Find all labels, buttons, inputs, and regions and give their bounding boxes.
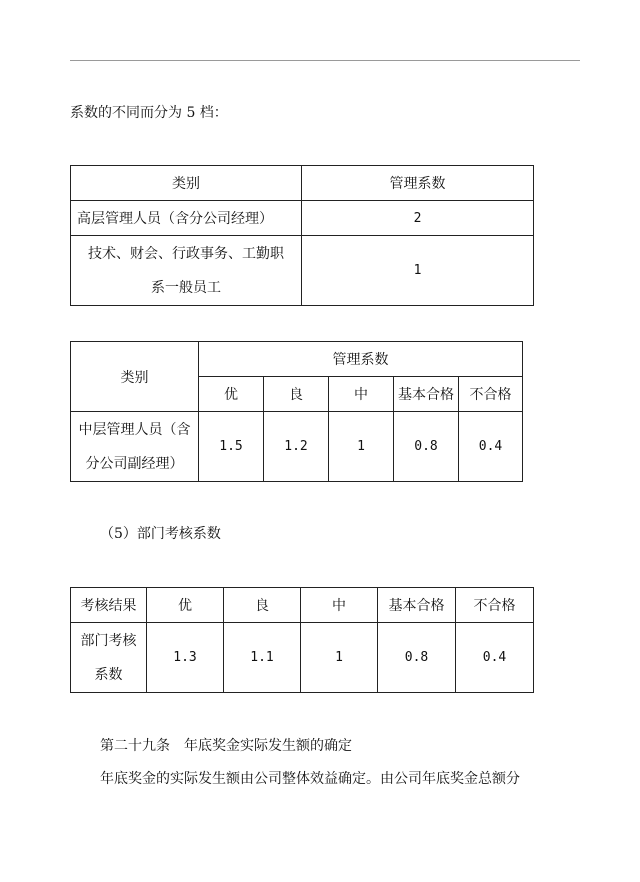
row-category [71,236,302,306]
category-line: 系一般员工 [151,279,221,296]
value-fail: 0.4 [459,412,523,482]
label-line: 系数 [94,666,123,683]
grade-fail: 不合格 [456,588,534,623]
value-good: 1.1 [224,623,301,693]
table-header-row [71,342,523,377]
category-line: 中层管理人员（含 [78,421,191,438]
header-category: 类别 [71,166,302,201]
row-value: 1 [302,236,534,306]
table-row [71,236,534,306]
header-coefficient-group: 管理系数 [199,342,523,377]
label-line: 部门考核 [80,632,137,649]
value-good: 1.2 [264,412,329,482]
table-header-row [71,588,534,623]
value-basic-pass: 0.8 [394,412,459,482]
header-category: 类别 [71,342,199,412]
table-row [71,623,534,693]
value-excellent: 1.3 [147,623,224,693]
row-category [71,412,199,482]
article-body: 年底奖金的实际发生额由公司整体效益确定。由公司年底奖金总额分 [100,771,520,787]
section-heading: （5）部门考核系数 [100,526,221,542]
grade-good: 良 [224,588,301,623]
middle-management-table [70,341,523,482]
department-coefficient-table [70,587,534,693]
table-row [71,412,523,482]
value-medium: 1 [329,412,394,482]
grade-excellent: 优 [147,588,224,623]
value-basic-pass: 0.8 [378,623,456,693]
header-coefficient: 管理系数 [302,166,534,201]
article-title: 第二十九条 年底奖金实际发生额的确定 [100,738,352,754]
management-coefficient-table [70,165,534,306]
table-row [71,201,534,236]
grade-medium: 中 [301,588,378,623]
value-medium: 1 [301,623,378,693]
row-value: 2 [302,201,534,236]
header-rule [70,60,580,61]
row-label [71,623,147,693]
header-result: 考核结果 [71,588,147,623]
grade-good: 良 [264,377,329,412]
category-line: 分公司副经理） [85,455,184,472]
category-line: 技术、财会、行政事务、工勤职 [88,245,284,262]
grade-basic-pass: 基本合格 [394,377,459,412]
value-excellent: 1.5 [199,412,264,482]
grade-basic-pass: 基本合格 [378,588,456,623]
table-header-row [71,166,534,201]
intro-text: 系数的不同而分为 5 档： [70,105,228,121]
grade-medium: 中 [329,377,394,412]
value-fail: 0.4 [456,623,534,693]
grade-excellent: 优 [199,377,264,412]
row-category: 高层管理人员（含分公司经理） [71,201,302,236]
grade-fail: 不合格 [459,377,523,412]
